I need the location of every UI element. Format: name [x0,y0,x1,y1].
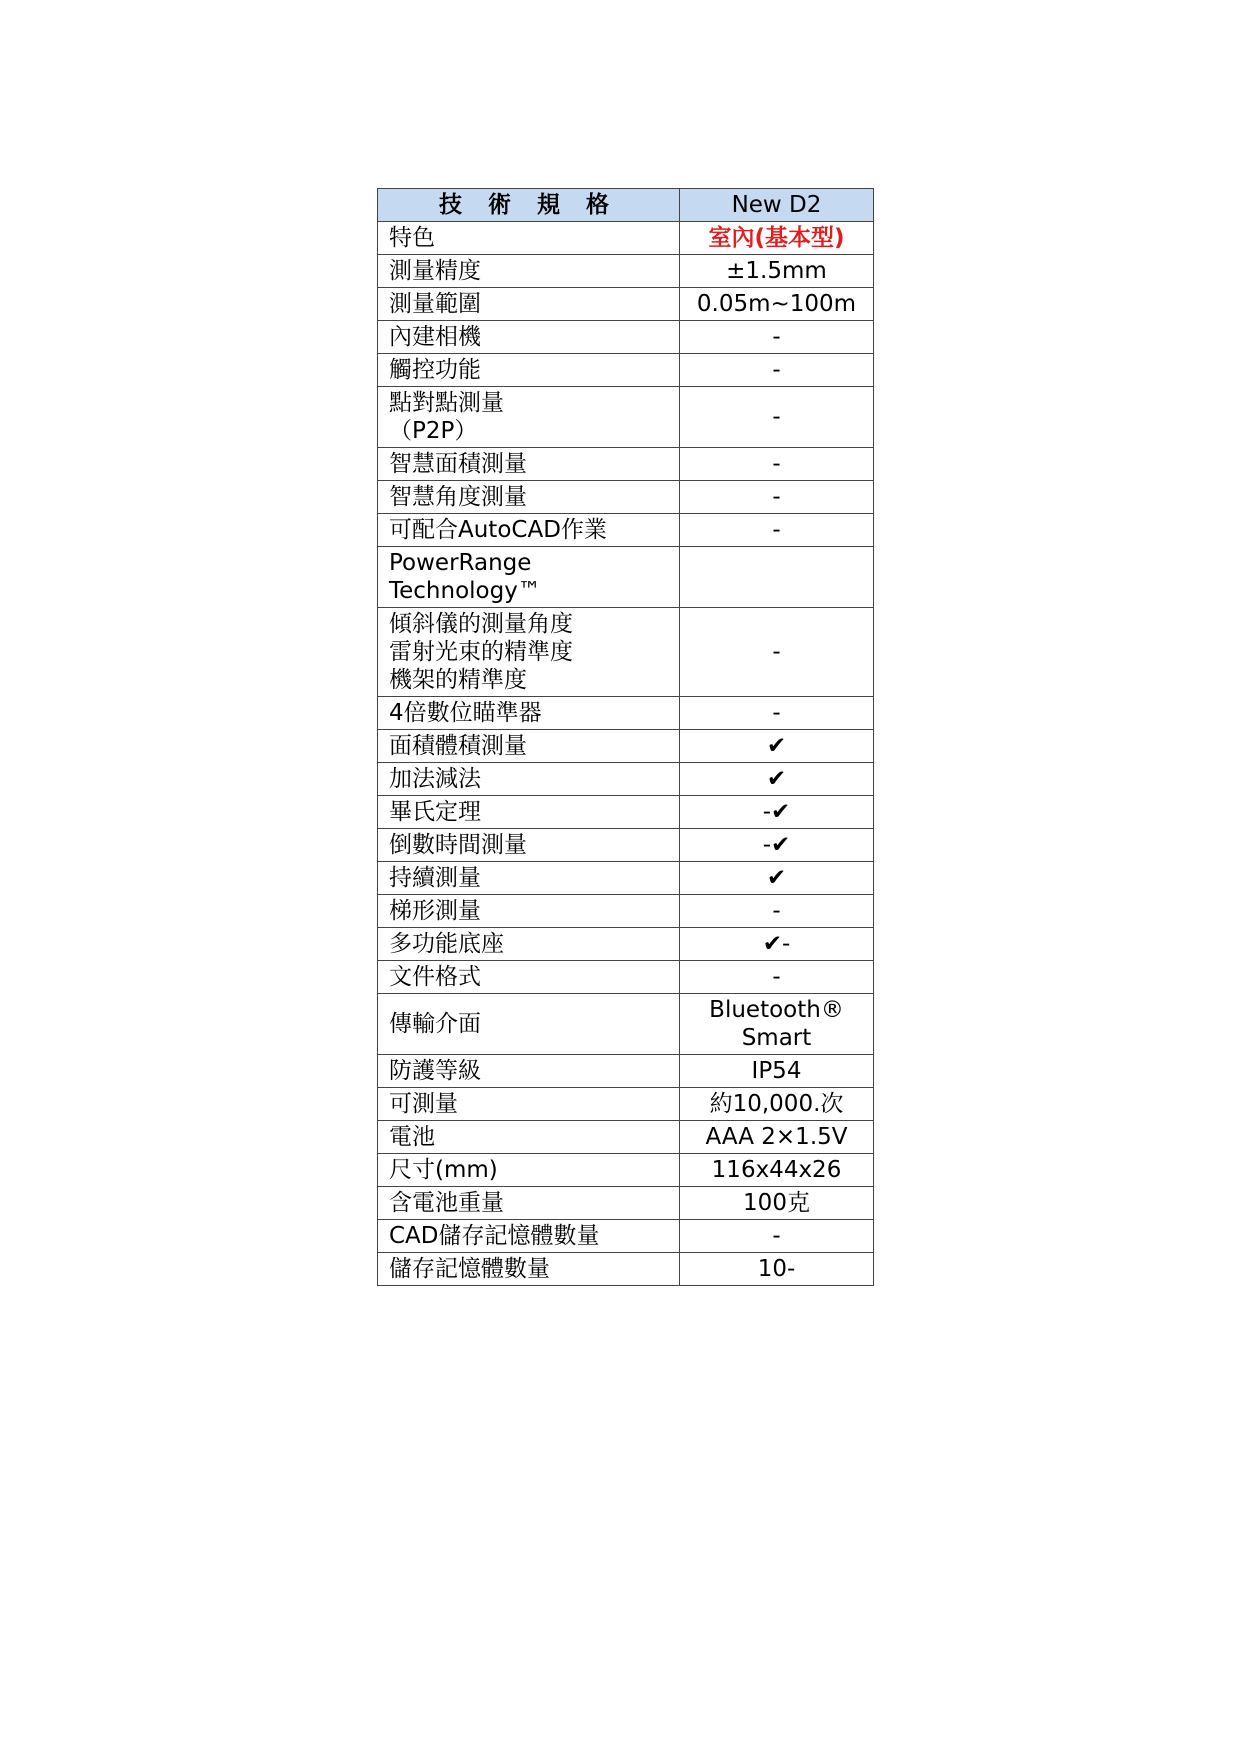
spec-value-cell: - [680,961,874,994]
spec-label-cell [378,547,680,608]
table-row [378,354,874,387]
spec-label-cell: 可配合AutoCAD作業 [378,514,680,547]
spec-label-line: Technology™ [389,578,541,604]
table-row [378,1055,874,1088]
spec-value-cell: 約10,000.次 [680,1088,874,1121]
spec-value-cell: - [680,1220,874,1253]
table-row [378,1253,874,1286]
spec-label-cell: 內建相機 [378,321,680,354]
spec-label-cell: 文件格式 [378,961,680,994]
table-row [378,829,874,862]
spec-label-cell: 梯形測量 [378,895,680,928]
spec-value-cell: - [680,697,874,730]
spec-label-cell: 防護等級 [378,1055,680,1088]
spec-label-cell: 4倍數位瞄準器 [378,697,680,730]
spec-value-cell: - [680,387,874,448]
table-row [378,448,874,481]
table-row [378,895,874,928]
spec-value-cell: ✔ [680,730,874,763]
spec-label-cell: CAD儲存記憶體數量 [378,1220,680,1253]
spec-label-cell: 傳輸介面 [378,994,680,1055]
table-row [378,928,874,961]
spec-value-cell: - [680,354,874,387]
spec-label-cell: 可測量 [378,1088,680,1121]
spec-label-line: （P2P） [389,418,478,444]
spec-table [377,188,874,1286]
spec-label-cell: 特色 [378,222,680,255]
table-row [378,796,874,829]
spec-label-cell: 多功能底座 [378,928,680,961]
spec-label-cell: 尺寸(mm) [378,1154,680,1187]
spec-value-cell: - [680,895,874,928]
table-row [378,481,874,514]
spec-value-cell: 10- [680,1253,874,1286]
spec-label-line: 點對點測量 [389,390,504,416]
spec-value-cell: - [680,321,874,354]
spec-value-cell: ✔ [680,862,874,895]
table-row [378,321,874,354]
table-row [378,1121,874,1154]
spec-label-cell: 智慧面積測量 [378,448,680,481]
table-row [378,255,874,288]
spec-value-cell: ✔- [680,928,874,961]
header-spec-label: 技 術 規 格 [378,189,680,222]
spec-table-body [378,222,874,1286]
spec-value-line: Bluetooth® [709,997,844,1023]
spec-value-cell [680,994,874,1055]
spec-label-cell: 智慧角度測量 [378,481,680,514]
spec-value-cell: -✔ [680,796,874,829]
spec-value-cell: ±1.5mm [680,255,874,288]
spec-label-cell: 測量範圍 [378,288,680,321]
spec-label-cell: 加法減法 [378,763,680,796]
spec-value-cell: - [680,514,874,547]
spec-value-cell: 0.05m~100m [680,288,874,321]
table-row [378,514,874,547]
spec-value-cell: - [680,481,874,514]
spec-value-cell: ✔ [680,763,874,796]
spec-value-cell: 100克 [680,1187,874,1220]
table-row [378,763,874,796]
spec-label-cell: 畢氏定理 [378,796,680,829]
table-row [378,387,874,448]
table-row [378,697,874,730]
spec-value-cell: - [680,608,874,697]
table-row [378,1220,874,1253]
table-row [378,222,874,255]
header-row [378,189,874,222]
spec-label-cell: 面積體積測量 [378,730,680,763]
table-row [378,994,874,1055]
table-row [378,547,874,608]
spec-label-cell [378,387,680,448]
spec-label-line: 雷射光束的精準度 [389,639,573,665]
spec-table-header [378,189,874,222]
spec-value-cell: IP54 [680,1055,874,1088]
spec-value-cell: 室內(基本型) [680,222,874,255]
spec-value-cell: -✔ [680,829,874,862]
spec-label-cell: 倒數時間測量 [378,829,680,862]
table-row [378,1088,874,1121]
spec-value-cell: - [680,448,874,481]
table-row [378,862,874,895]
spec-label-cell [378,608,680,697]
spec-label-cell: 電池 [378,1121,680,1154]
header-model-name: New D2 [680,189,874,222]
spec-label-cell: 儲存記憶體數量 [378,1253,680,1286]
spec-label-cell: 觸控功能 [378,354,680,387]
table-row [378,961,874,994]
table-row [378,1187,874,1220]
table-row [378,730,874,763]
table-row [378,608,874,697]
spec-label-line: PowerRange [389,550,532,576]
spec-label-cell: 含電池重量 [378,1187,680,1220]
table-row [378,288,874,321]
spec-label-cell: 持續測量 [378,862,680,895]
spec-value-cell: 116x44x26 [680,1154,874,1187]
table-row [378,1154,874,1187]
spec-label-line: 機架的精準度 [389,667,527,693]
spec-value-cell: AAA 2×1.5V [680,1121,874,1154]
spec-label-cell: 測量精度 [378,255,680,288]
spec-label-line: 傾斜儀的測量角度 [389,611,573,637]
spec-value-line: Smart [741,1025,812,1051]
spec-value-cell [680,547,874,608]
